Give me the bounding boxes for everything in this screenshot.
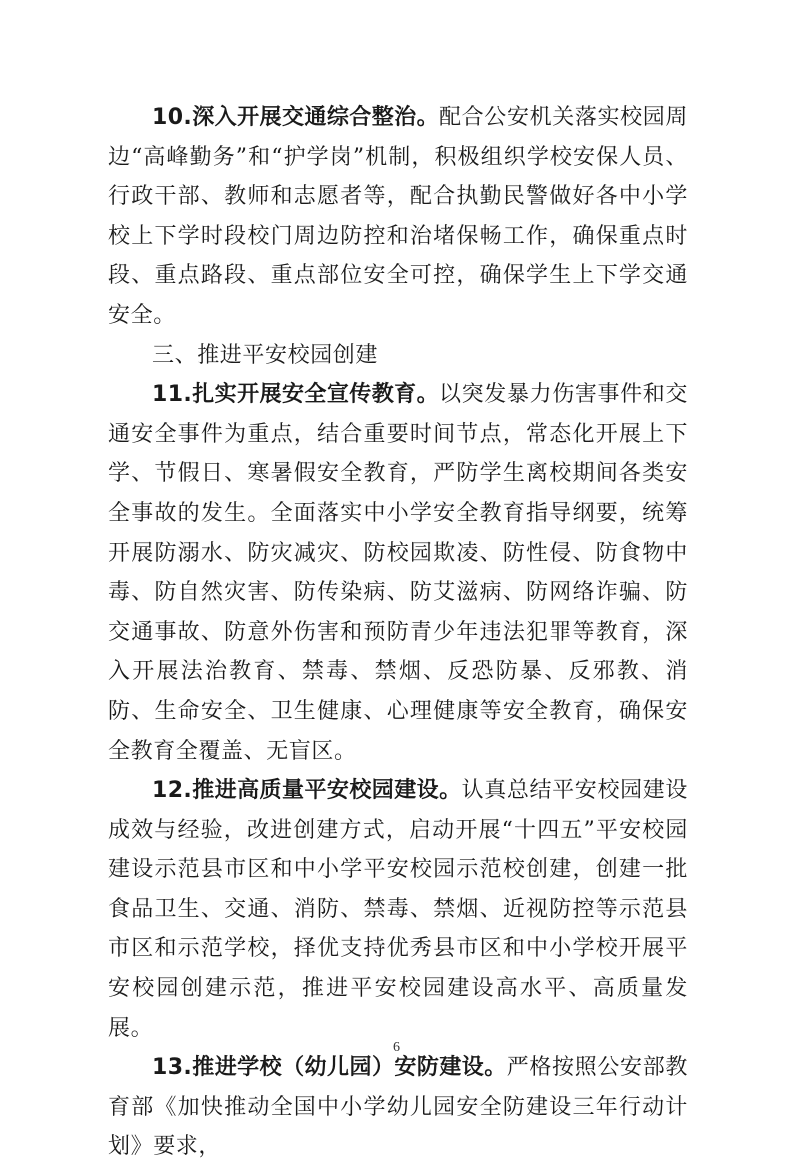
paragraph-safety-education bbox=[108, 375, 688, 771]
paragraph-lead: 12.推进高质量平安校园建设。 bbox=[152, 778, 462, 804]
paragraph-traffic-control bbox=[108, 98, 688, 336]
document-body bbox=[108, 98, 688, 1167]
paragraph-security-construction bbox=[108, 1048, 688, 1167]
paragraph-text: 认真总结平安校园建设成效与经验，改进创建方式，启动开展“十四五”平安校园建设示范县市区和中小学平安校园示范校创建，创建一批食品卫生、交通、消防、禁毒、禁烟、近视防控等示范县市区和示范学校，择优支持优秀县市区和中小学校开展平安校园创建示范，推进平安校园建设高水平、高质量发展。 bbox=[108, 778, 688, 1041]
section-heading: 三、推进平安校园创建 bbox=[152, 342, 379, 368]
paragraph-safe-campus bbox=[108, 771, 688, 1048]
paragraph-lead: 11.扎实开展安全宣传教育。 bbox=[152, 382, 440, 408]
paragraph-lead: 10.深入开展交通综合整治。 bbox=[152, 105, 440, 130]
paragraph-text: 配合公安机关落实校园周边“高峰勤务”和“护学岗”机制，积极组织学校安保人员、行政干部、教师和志愿者等，配合执勤民警做好各中小学校上下学时段校门周边防控和治堵保畅工作，确保重点时段、重点路段、重点部位安全可控，确保学生上下学交通安全。 bbox=[108, 105, 689, 328]
paragraph-text: 以突发暴力伤害事件和交通安全事件为重点，结合重要时间节点，常态化开展上下学、节假日、寒暑假安全教育，严防学生离校期间各类安全事故的发生。全面落实中小学安全教育指导纲要，统筹开展防溺水、防灾减灾、防校园欺凌、防性侵、防食物中毒、防自然灾害、防传染病、防艾滋病、防网络诈骗、防交通事故、防意外伤害和预防青少年违法犯罪等教育，深入开展法治教育、禁毒、禁烟、反恐防暴、反邪教、消防、生命安全、卫生健康、心理健康等安全教育，确保安全教育全覆盖、无盲区。 bbox=[108, 382, 689, 764]
paragraph-lead: 13.推进学校（幼儿园）安防建设。 bbox=[152, 1055, 507, 1081]
page-number: 6 bbox=[393, 1040, 400, 1055]
paragraph-text: 严格按照公安部教育部《加快推动全国中小学幼儿园安全防建设三年行动计划》要求， bbox=[108, 1055, 688, 1160]
